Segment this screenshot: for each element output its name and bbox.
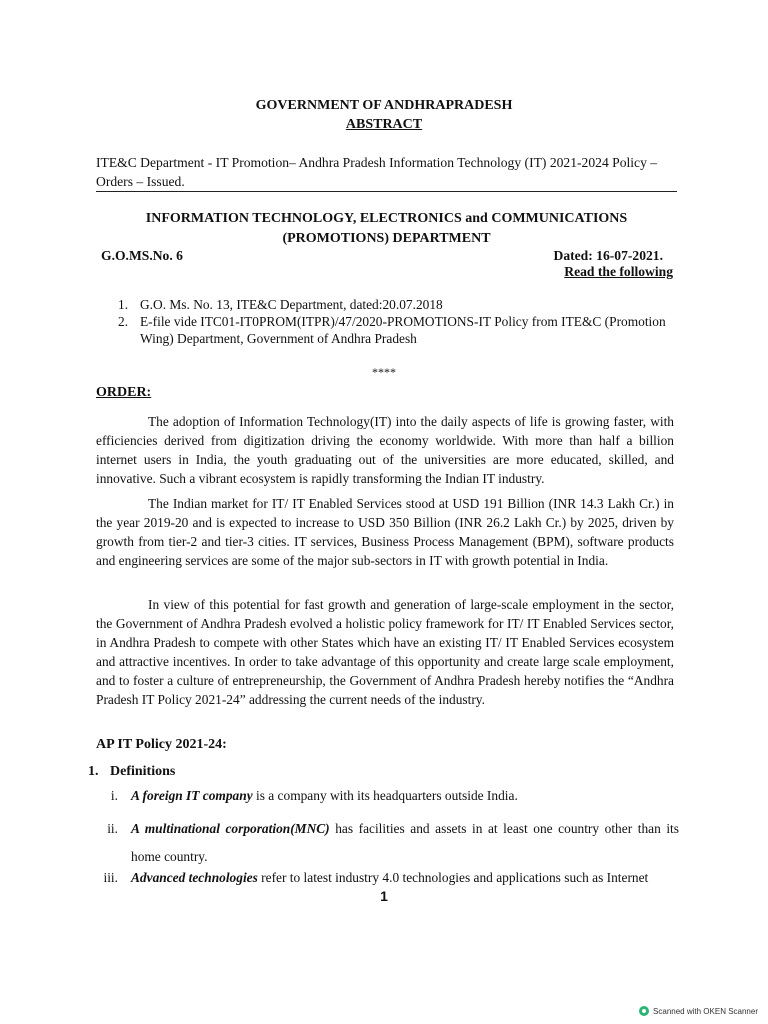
section-title: Definitions	[110, 764, 176, 779]
definition-term: Advanced technologies	[131, 870, 258, 885]
order-paragraph: In view of this potential for fast growth and generation of large-scale employment in the sector, the Government of Andhra Pradesh evolved a holistic policy framework for IT/ IT Enabled Services sector, in Andhra Pradesh to compete with other States which have an existing IT/ IT Enabled Services ecosystem and attractive incentives. In order to take advantage of this opportunity and create large scale employment, and to foster a culture of entrepreneurship, the Government of Andhra Pradesh hereby notifies the “Andhra Pradesh IT Policy 2021-24” addressing the current needs of the industry.	[96, 597, 674, 707]
definitions-heading	[88, 764, 175, 780]
reference-item	[118, 296, 678, 313]
government-title: GOVERNMENT OF ANDHRAPRADESH	[255, 98, 513, 113]
definition-text: refer to latest industry 4.0 technologies and applications such as Internet	[257, 870, 649, 885]
reference-number: 1.	[118, 297, 129, 312]
definition-item	[96, 868, 679, 887]
definition-number: iii.	[103, 870, 118, 885]
order-date: Dated: 16-07-2021.	[553, 248, 663, 263]
definition-item	[96, 815, 679, 871]
reference-item	[118, 313, 678, 347]
reference-text: G.O. Ms. No. 13, ITE&C Department, dated:20.07.2018	[140, 297, 443, 312]
reference-number: 2.	[118, 314, 129, 329]
scanner-watermark-text: Scanned with OKEN Scanner	[653, 1006, 758, 1016]
scanner-watermark	[639, 1006, 758, 1016]
section-number: 1.	[88, 764, 99, 779]
horizontal-rule	[96, 191, 677, 192]
page-number: 1	[380, 888, 388, 904]
department-heading: INFORMATION TECHNOLOGY, ELECTRONICS and COMMUNICATIONS (PROMOTIONS) DEPARTMENT	[145, 211, 628, 246]
abstract-label: ABSTRACT	[345, 117, 423, 132]
order-paragraph: The adoption of Information Technology(IT) into the daily aspects of life is growing faster, with efficiencies derived from digitization driving the economy worldwide. With more than half a billion internet users in India, the youth graduating out of the universities are more educated, skilled, and innovative. Such a vibrant ecosystem is rapidly transforming the Indian IT industry.	[96, 414, 674, 486]
order-paragraph: The Indian market for IT/ IT Enabled Services stood at USD 191 Billion (INR 14.3 Lakh Cr.) in the year 2019-20 and is expected to increase to USD 350 Billion (INR 26.2 Lakh Cr.) by 2025, driven by growth from tier-2 and tier-3 cities. IT services, Business Process Management (BPM), software products and engineering services are some of the major sub-sectors in IT with growth potential in India.	[96, 496, 674, 568]
abstract-heading	[0, 117, 768, 133]
definition-text: is a company with its headquarters outside India.	[252, 788, 518, 803]
definition-term: A foreign IT company	[131, 788, 253, 803]
definition-number: i.	[110, 788, 118, 803]
scanner-logo-icon	[639, 1006, 649, 1016]
subject-line: ITE&C Department - IT Promotion– Andhra Pradesh Information Technology (IT) 2021-2024 Policy – Orders – Issued.	[96, 155, 658, 189]
read-following-heading: Read the following	[564, 264, 673, 279]
policy-heading: AP IT Policy 2021-24:	[96, 737, 227, 752]
order-heading: ORDER:	[96, 385, 152, 400]
definition-item	[96, 786, 679, 805]
definition-number: ii.	[107, 821, 118, 836]
definition-term: A multinational corporation(MNC)	[131, 821, 330, 836]
definition-text: has facilities and assets in at least one country other than its home country.	[131, 821, 679, 864]
go-number: G.O.MS.No. 6	[101, 248, 183, 263]
section-separator: ****	[372, 365, 396, 379]
reference-list	[118, 296, 678, 347]
reference-text: E-file vide ITC01-IT0PROM(ITPR)/47/2020-PROMOTIONS-IT Policy from ITE&C (Promotion Wing) Department, Government of Andhra Pradesh	[140, 314, 666, 346]
